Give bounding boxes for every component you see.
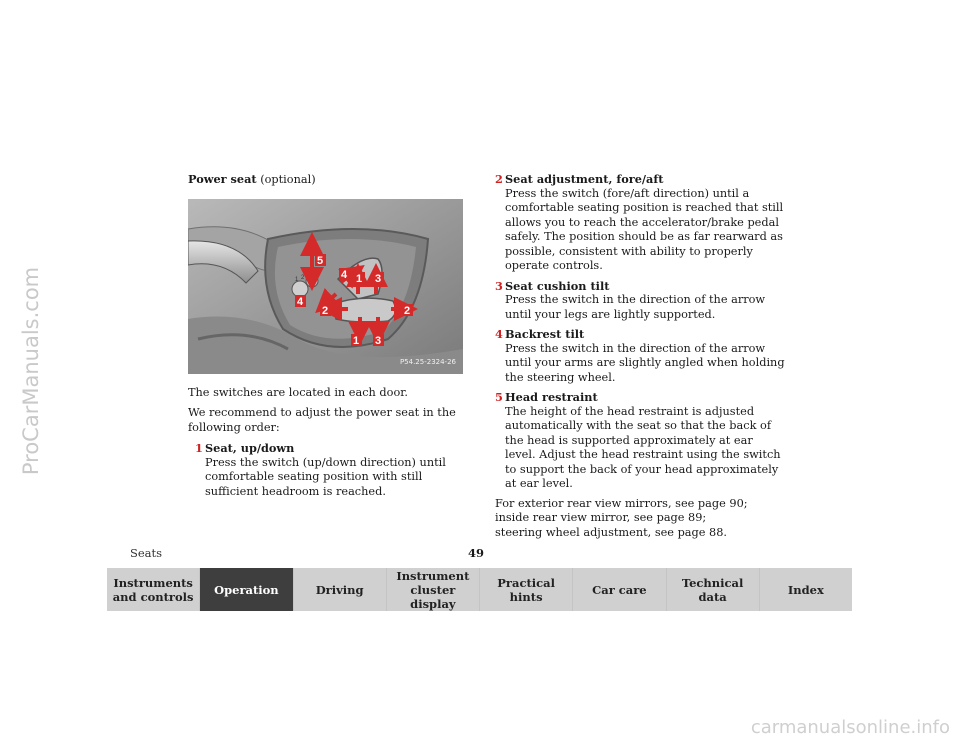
intro-paragraph: The switches are located in each door. [188, 385, 408, 399]
tab-instrument-cluster-display[interactable]: Instrument cluster display [387, 568, 480, 611]
right-column [495, 172, 785, 540]
list-item [195, 441, 466, 499]
side-watermark [6, 0, 56, 742]
item-number: 3 [495, 278, 503, 293]
tab-car-care[interactable]: Car care [573, 568, 666, 611]
tab-technical-data[interactable]: Technical data [667, 568, 760, 611]
item-text: Press the switch in the direction of the arrow until your arms are slightly angled when holding the steering wheel. [505, 341, 785, 384]
item-title: Seat, up/down [205, 441, 295, 455]
item-title: Seat cushion tilt [505, 278, 610, 293]
left-column [188, 172, 466, 504]
heading-title: Power seat [188, 172, 257, 186]
item-number: 2 [495, 172, 503, 186]
callout-4-top: 4 [341, 268, 348, 281]
order-paragraph: We recommend to adjust the power seat in the following order: [188, 406, 456, 434]
callout-1-top: 1 [356, 272, 363, 285]
callout-2-left: 2 [322, 304, 329, 317]
callout-5: 5 [317, 254, 324, 267]
tab-index[interactable]: Index [760, 568, 852, 611]
cross-reference-inside-mirror: inside rear view mirror, see page 89; [495, 511, 707, 524]
section-heading [188, 172, 466, 188]
section-name: Seats [130, 546, 163, 560]
callout-2-right: 2 [404, 304, 411, 317]
item-text: Press the switch (up/down direction) until comfortable seating position with still sufficient headroom is reached. [205, 455, 446, 498]
list-item [495, 327, 785, 385]
bottom-watermark: carmanualsonline.info [750, 717, 950, 738]
item-text: Press the switch in the direction of the arrow until your legs are lightly supported. [505, 293, 766, 321]
item-number: 4 [495, 327, 503, 341]
switch-label-2: 2 [301, 274, 305, 281]
item-title: Head restraint [505, 390, 598, 404]
heading-note: (optional) [260, 173, 316, 186]
callout-3-bottom: 3 [375, 334, 382, 347]
tab-instruments-and-controls[interactable]: Instruments and controls [107, 568, 200, 611]
figure-code: P54.25-2324-26 [399, 358, 456, 366]
list-item [495, 172, 785, 274]
chapter-tab-bar [107, 568, 852, 611]
callout-3-top: 3 [375, 272, 382, 285]
tab-operation[interactable]: Operation [200, 568, 293, 611]
door-switch-figure [188, 199, 463, 374]
side-watermark-text: ProCarManuals.com [19, 266, 44, 476]
switch-label-1: 1 [295, 276, 299, 283]
tab-practical-hints[interactable]: Practical hints [480, 568, 573, 611]
item-title: Backrest tilt [505, 327, 585, 341]
item-text: The height of the head restraint is adjusted automatically with the seat so that the back of the head is supported approximately at ear level. Adjust the head restraint using the switch to support the back of your head approximately at ear level. [505, 404, 781, 490]
page-number: 49 [468, 546, 485, 560]
item-text: Press the switch (fore/aft direction) until a comfortable seating position is reached that still allows you to reach the accelerator/brake pedal safely. The position should be as far rearward as possible, consistent with ability to properly operate controls. [505, 186, 784, 272]
door-switch-illustration [188, 199, 463, 374]
item-number: 1 [195, 441, 203, 455]
item-number: 5 [495, 390, 503, 404]
cross-reference-exterior-mirrors: For exterior rear view mirrors, see page 90; [495, 496, 748, 510]
callout-1-bottom: 1 [353, 334, 360, 347]
item-title: Seat adjustment, fore/aft [505, 172, 664, 186]
cross-reference-steering-wheel: steering wheel adjustment, see page 88. [495, 525, 728, 539]
callout-4-bottom: 4 [297, 295, 304, 308]
list-item [495, 390, 785, 492]
tab-driving[interactable]: Driving [294, 568, 387, 611]
list-item [495, 279, 785, 323]
cross-references [495, 497, 785, 541]
